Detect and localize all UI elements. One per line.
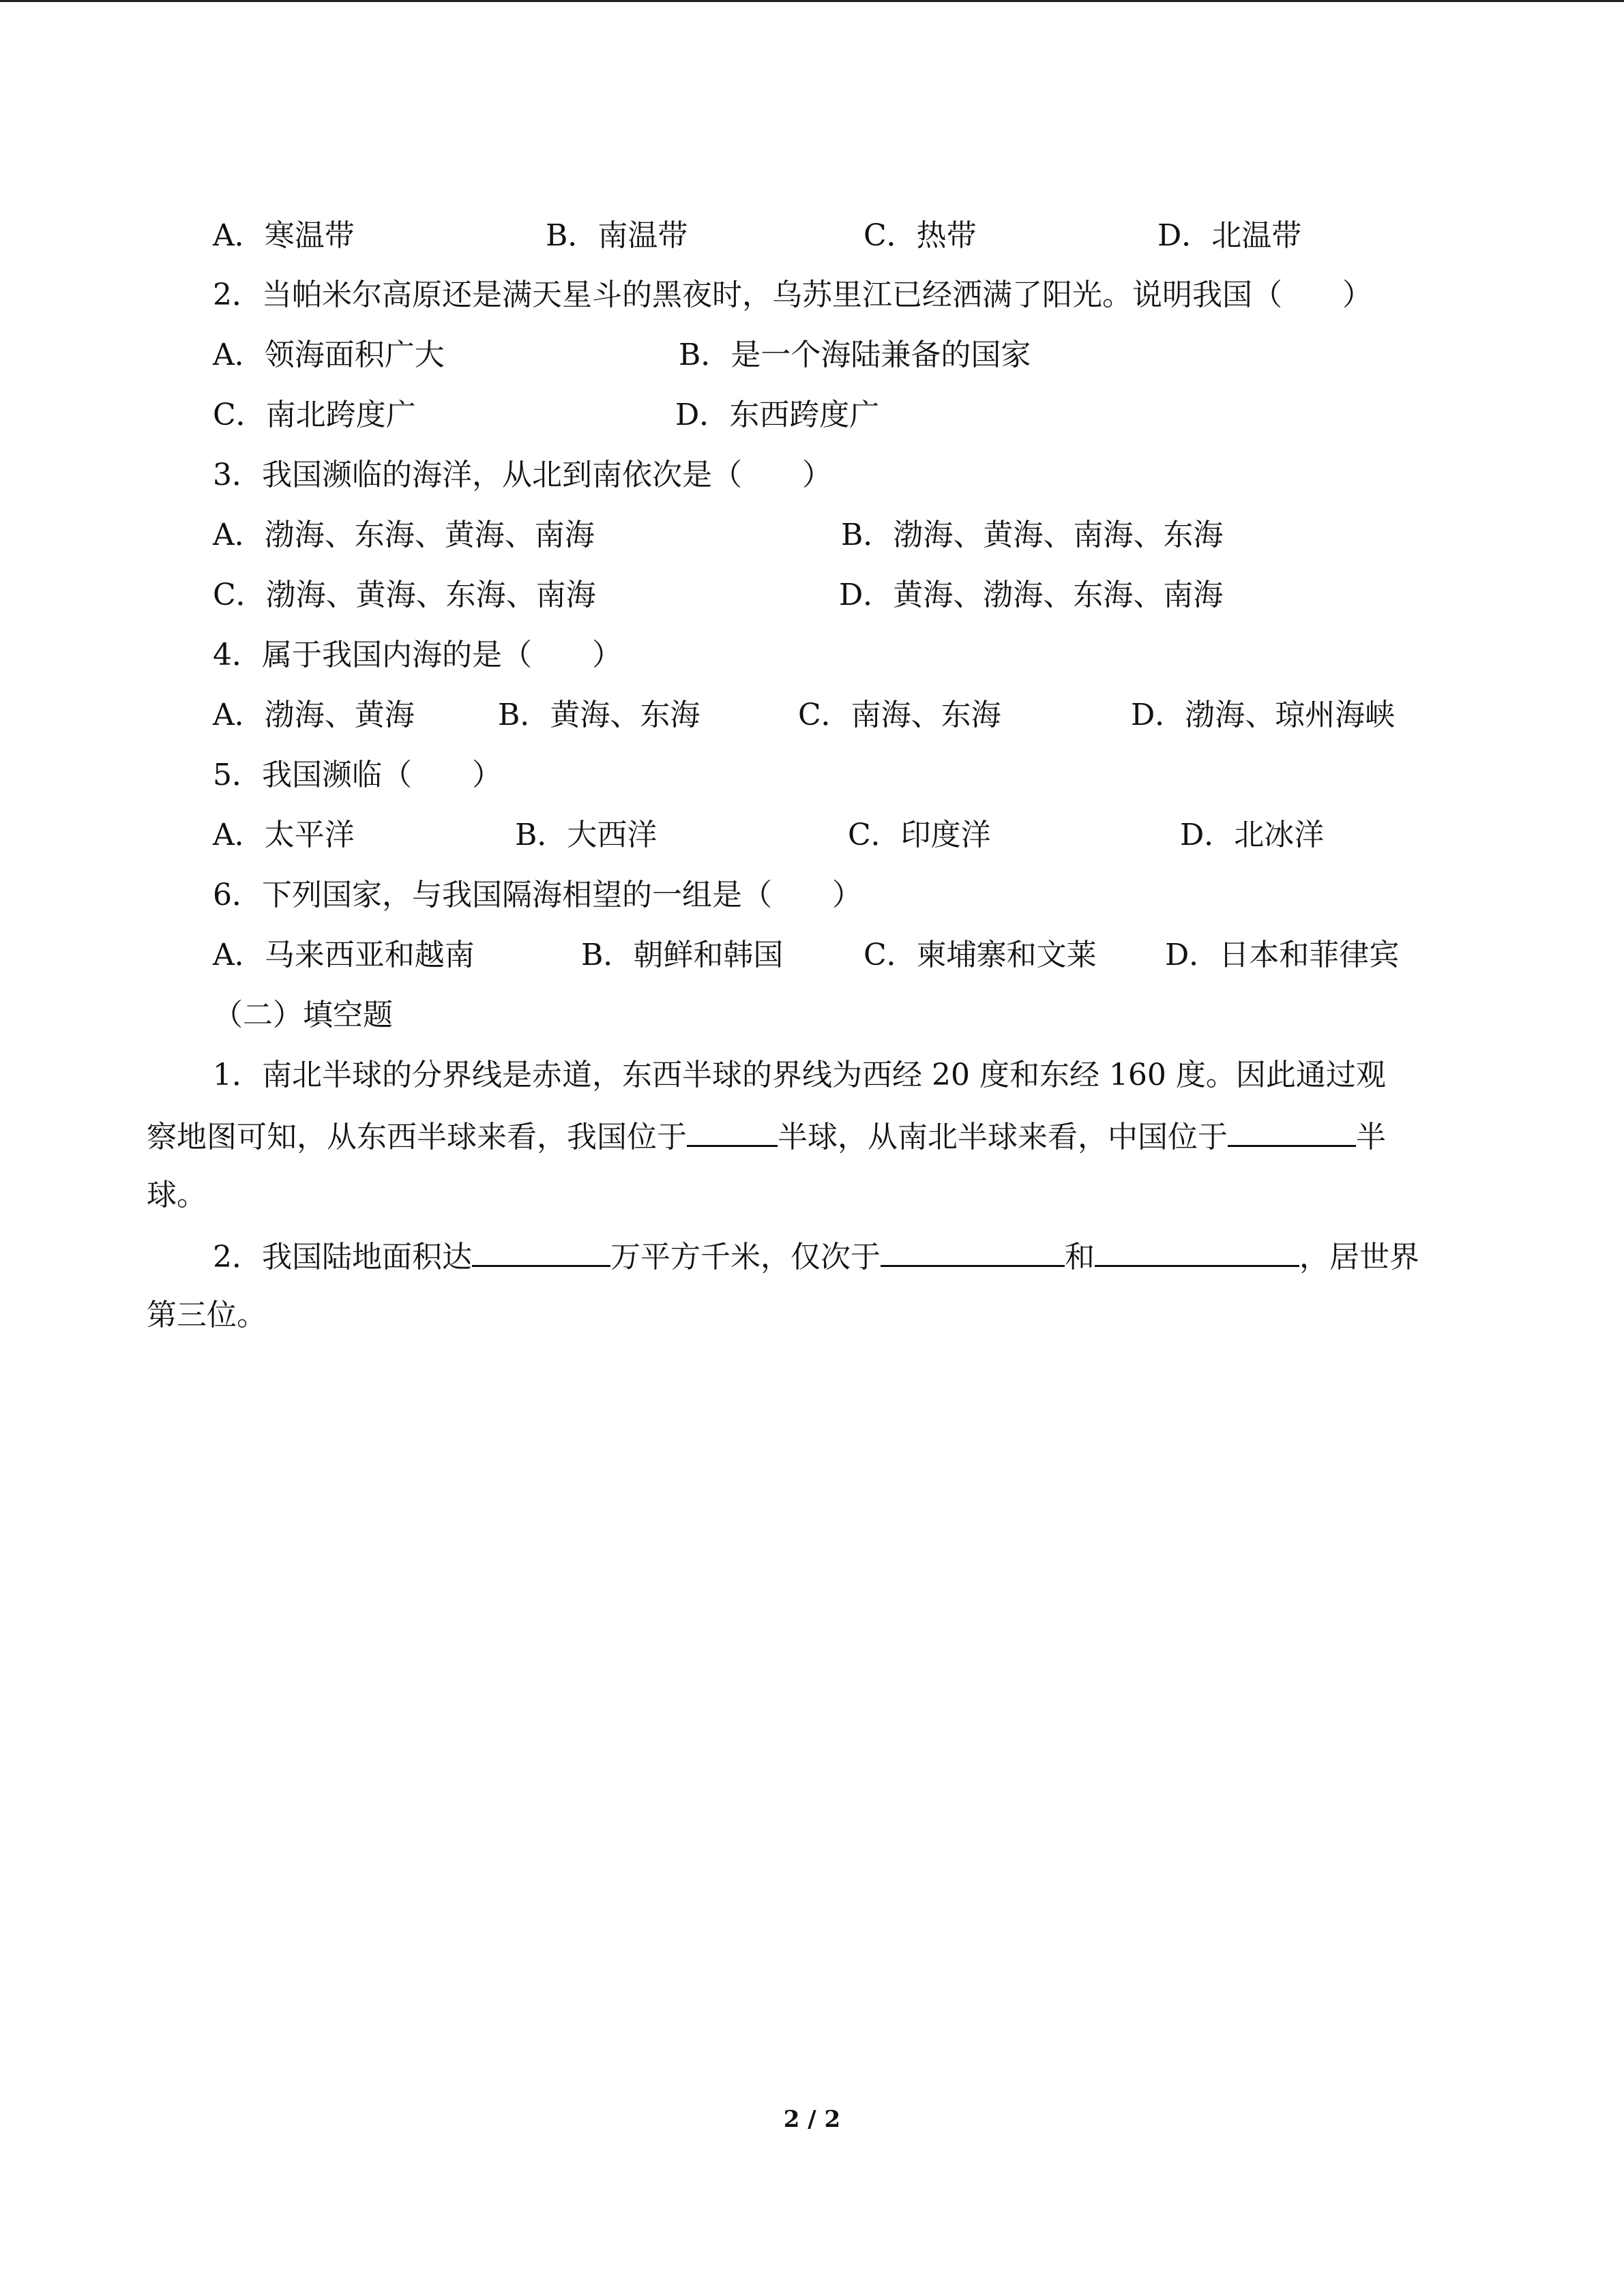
fill1-line3: 球。 bbox=[147, 1178, 207, 1212]
q4-option-d: D．渤海、琼州海峡 bbox=[1131, 698, 1396, 732]
answer-blank[interactable] bbox=[687, 1115, 778, 1147]
q3-option-a: A．渤海、东海、黄海、南海 bbox=[213, 518, 595, 552]
section-title: （二）填空题 bbox=[213, 998, 393, 1032]
q5-option-c: C．印度洋 bbox=[848, 818, 991, 852]
fill1-text-b: 半球，从南北半球来看，中国位于 bbox=[778, 1120, 1228, 1154]
fill2-text-a: 2．我国陆地面积达 bbox=[213, 1240, 472, 1274]
fill2-line2: 第三位。 bbox=[147, 1298, 267, 1332]
q2-option-d: D．东西跨度广 bbox=[675, 398, 880, 432]
q6-option-b: B．朝鲜和韩国 bbox=[581, 938, 784, 972]
q5-option-a: A．太平洋 bbox=[213, 818, 355, 852]
q2-option-c: C．南北跨度广 bbox=[213, 398, 416, 432]
answer-blank[interactable] bbox=[1228, 1115, 1356, 1147]
q4-option-a: A．渤海、黄海 bbox=[213, 698, 415, 732]
q3-option-b: B．渤海、黄海、南海、东海 bbox=[841, 518, 1224, 552]
fill2-text-c: 和 bbox=[1065, 1240, 1095, 1274]
q1-option-c: C．热带 bbox=[863, 218, 977, 253]
fill2-text-b: 万平方千米，仅次于 bbox=[610, 1240, 881, 1274]
q3-option-d: D．黄海、渤海、东海、南海 bbox=[839, 578, 1224, 612]
q6-stem: 6．下列国家，与我国隔海相望的一组是（ ） bbox=[213, 878, 862, 912]
fill1-text-c: 半 bbox=[1356, 1120, 1386, 1154]
q2-option-a: A．领海面积广大 bbox=[213, 338, 445, 372]
q5-option-b: B．大西洋 bbox=[515, 818, 658, 852]
q3-option-c: C．渤海、黄海、东海、南海 bbox=[213, 578, 596, 612]
q1-option-a: A．寒温带 bbox=[213, 218, 355, 253]
fill1-text-a: 察地图可知，从东西半球来看，我国位于 bbox=[147, 1120, 687, 1154]
answer-blank[interactable] bbox=[472, 1235, 610, 1267]
q2-option-b: B．是一个海陆兼备的国家 bbox=[679, 338, 1031, 372]
page-number: 2 / 2 bbox=[783, 2106, 841, 2133]
fill2-text-d: ，居世界 bbox=[1299, 1240, 1419, 1274]
q2-stem: 2．当帕米尔高原还是满天星斗的黑夜时，乌苏里江已经洒满了阳光。说明我国（ ） bbox=[213, 278, 1372, 312]
q4-stem: 4．属于我国内海的是（ ） bbox=[213, 638, 622, 672]
q4-option-c: C．南海、东海 bbox=[798, 698, 1001, 732]
fill1-line1: 1．南北半球的分界线是赤道，东西半球的界线为西经 20 度和东经 160 度。因此通过观 bbox=[213, 1058, 1386, 1092]
q5-stem: 5．我国濒临（ ） bbox=[213, 758, 502, 792]
q1-option-d: D．北温带 bbox=[1157, 218, 1302, 253]
fill1-line2 bbox=[147, 1115, 1386, 1158]
answer-blank[interactable] bbox=[881, 1235, 1065, 1267]
q5-option-d: D．北冰洋 bbox=[1180, 818, 1325, 852]
q6-option-d: D．日本和菲律宾 bbox=[1165, 938, 1400, 972]
fill2-line1 bbox=[213, 1235, 1419, 1278]
q3-stem: 3．我国濒临的海洋，从北到南依次是（ ） bbox=[213, 458, 832, 492]
q4-option-b: B．黄海、东海 bbox=[498, 698, 700, 732]
q6-option-c: C．柬埔寨和文莱 bbox=[863, 938, 1097, 972]
q1-option-b: B．南温带 bbox=[546, 218, 688, 253]
answer-blank[interactable] bbox=[1095, 1235, 1299, 1267]
q6-option-a: A．马来西亚和越南 bbox=[213, 938, 475, 972]
